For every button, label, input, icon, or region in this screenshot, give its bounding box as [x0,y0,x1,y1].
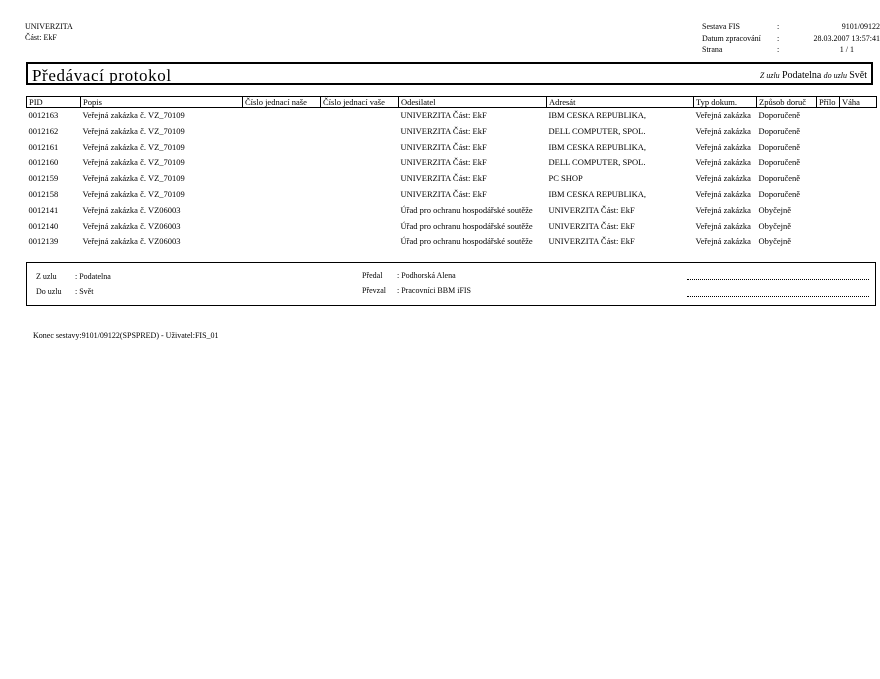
table-cell [321,140,399,156]
table-cell: PC SHOP [548,173,583,184]
table-cell: DELL COMPUTER, SPOL. [548,157,646,168]
table-cell: Doporučeně [758,110,801,120]
table-cell: Doporučeně [758,157,801,168]
table-cell: Úřad pro ochranu hospodářské soutěže [400,236,533,247]
table-cell: 0012163 [28,110,59,120]
table-cell [840,234,877,250]
table-cell: UNIVERZITA Část: EkF [400,157,487,168]
table-cell [840,171,877,187]
table-cell: Veřejná zakázka č. VZ06003 [82,220,181,231]
table-cell [817,124,840,140]
table-cell: 0012139 [28,236,59,247]
table-cell: Veřejná zakázka č. VZ_70109 [82,157,185,168]
table-cell: Veřejná zakázka č. VZ_70109 [82,188,185,199]
title-box [26,62,873,85]
column-header: PID [27,97,81,108]
table-row [27,234,877,250]
table-cell: Doporučeně [758,188,801,199]
footer-to-label: Do uzlu [36,287,62,296]
table-cell [840,140,877,156]
table-cell [321,219,399,235]
processed-date-value: 28.03.2007 13:57:41 [813,33,880,43]
table-cell: Veřejná zakázka [695,220,751,231]
report-header-right [702,21,880,56]
table-cell: Úřad pro ochranu hospodářské soutěže [400,220,533,231]
org-part: Část: EkF [25,33,57,42]
table-cell: UNIVERZITA Část: EkF [548,236,635,247]
table-cell: UNIVERZITA Část: EkF [400,110,487,120]
colon: : [777,33,780,43]
table-cell: Veřejná zakázka [695,173,751,184]
table-cell: UNIVERZITA Část: EkF [400,188,487,199]
table-cell: 0012158 [28,188,59,199]
table-cell [243,171,321,187]
table-cell [321,171,399,187]
from-node-value: Podatelna [781,70,822,81]
column-header: Číslo jednací naše [243,97,321,108]
table-cell: Veřejná zakázka č. VZ06003 [82,236,181,247]
table-cell [243,124,321,140]
table-cell: IBM CESKA REPUBLIKA, [548,141,647,152]
table-cell [817,108,840,124]
table-cell [817,219,840,235]
table-cell: 0012160 [28,157,59,168]
handed-by-label: Předal [362,271,383,280]
table-cell [817,171,840,187]
table-cell [840,108,877,124]
table-cell: UNIVERZITA Část: EkF [400,173,487,184]
table-cell [321,124,399,140]
table-cell: UNIVERZITA Část: EkF [400,141,487,152]
to-node-label: do uzlu [823,71,847,80]
column-header: Váha [840,97,877,108]
table-cell: Veřejná zakázka [695,110,751,120]
table-cell: 0012141 [28,204,59,215]
column-header: Popis [81,97,243,108]
handed-signature-line [687,279,869,280]
report-header-left [25,21,73,43]
table-cell: UNIVERZITA Část: EkF [400,125,487,136]
processed-date-label: Datum zpracování [702,33,761,43]
table-cell [817,155,840,171]
table-cell: Veřejná zakázka č. VZ_70109 [82,173,185,184]
table-cell: Obyčejně [758,204,792,215]
table-cell: Úřad pro ochranu hospodářské soutěže [400,204,533,215]
table-header-row [27,97,877,108]
table-cell [817,140,840,156]
table-row [27,187,877,203]
table-cell: Doporučeně [758,173,801,184]
table-cell [243,108,321,124]
table-cell [321,203,399,219]
footer-from-label: Z uzlu [36,272,57,281]
documents-table [26,96,877,250]
route-info [760,70,867,81]
table-cell [840,219,877,235]
table-cell: UNIVERZITA Část: EkF [548,220,635,231]
page-row [702,44,880,56]
colon: : [777,22,780,31]
table-cell [243,219,321,235]
colon: : [777,45,780,54]
received-signature-line [687,296,869,297]
page-title: Předávací protokol [32,66,172,85]
table-cell: 0012159 [28,173,59,184]
column-header: Způsob doruč [757,97,817,108]
table-cell: Veřejná zakázka [695,188,751,199]
handed-by-value: : Podhorská Alena [397,271,456,280]
column-header: Odesilatel [399,97,547,108]
table-cell: DELL COMPUTER, SPOL. [548,125,646,136]
handover-box [26,262,876,306]
table-cell: Veřejná zakázka [695,204,751,215]
table-cell: Obyčejně [758,220,792,231]
table-cell [817,234,840,250]
table-cell [321,187,399,203]
table-cell [321,108,399,124]
footer-to-value: : Svět [75,287,94,296]
received-by-label: Převzal [362,286,386,295]
table-cell: Obyčejně [758,236,792,247]
table-cell [817,203,840,219]
footer-from-value: : Podatelna [75,272,111,281]
report-id-value: 9101/09122 [841,22,880,31]
table-cell: Veřejná zakázka č. VZ_70109 [82,125,185,136]
table-cell: Veřejná zakázka [695,125,751,136]
table-cell [321,234,399,250]
table-row [27,124,877,140]
table-cell [817,187,840,203]
page-value: 1 / 1 [839,45,854,54]
table-cell: Veřejná zakázka č. VZ_70109 [82,141,185,152]
table-cell [840,155,877,171]
report-id-label: Sestava FIS [702,22,740,31]
table-row [27,219,877,235]
column-header: Adresát [547,97,694,108]
table-row [27,171,877,187]
table-cell: Doporučeně [758,141,801,152]
org-name: UNIVERZITA [25,22,73,31]
table-body [27,108,877,251]
table-row [27,140,877,156]
table-row [27,203,877,219]
table-cell [243,140,321,156]
table-cell: 0012140 [28,220,59,231]
table-row [27,155,877,171]
table-cell: Doporučeně [758,125,801,136]
table-cell: Veřejná zakázka č. VZ06003 [82,204,181,215]
table-cell [243,203,321,219]
table-cell: 0012162 [28,125,59,136]
table-cell: 0012161 [28,141,59,152]
table-cell [840,187,877,203]
table-cell: IBM CESKA REPUBLIKA, [548,188,647,199]
column-header: Číslo jednací vaše [321,97,399,108]
table-cell [840,124,877,140]
table-cell: Veřejná zakázka č. VZ_70109 [82,110,185,120]
column-header: Typ dokum. [694,97,757,108]
processed-date-row [702,33,880,45]
table-cell [243,155,321,171]
page-label: Strana [702,45,723,54]
table-cell [243,234,321,250]
table-cell: IBM CESKA REPUBLIKA, [548,110,647,120]
table-cell: UNIVERZITA Část: EkF [548,204,635,215]
to-node-value: Svět [849,70,867,81]
table-cell [243,187,321,203]
report-end-line: Konec sestavy:9101/09122(SPSPRED) - Uživatel:FIS_01 [33,331,219,340]
table-cell [840,203,877,219]
table-row [27,108,877,124]
from-node-label: Z uzlu [759,71,780,80]
table-cell: Veřejná zakázka [695,157,751,168]
table-cell [321,155,399,171]
table-cell: Veřejná zakázka [695,141,751,152]
received-by-value: : Pracovníci BBM iFIS [397,286,472,295]
column-header: Přílo [817,97,840,108]
report-id-row [702,21,880,33]
table-cell: Veřejná zakázka [695,236,751,247]
